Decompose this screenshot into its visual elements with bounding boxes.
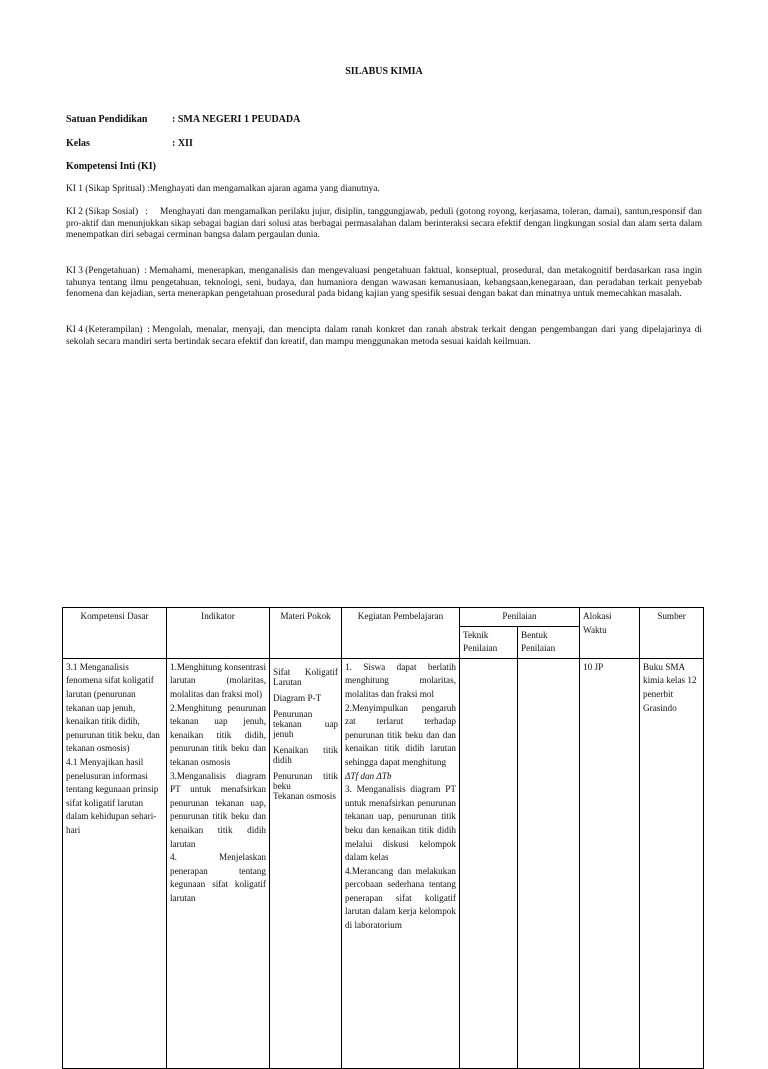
materi-item: Penurunan titik beku: [273, 770, 338, 791]
materi-item: Tekanan osmosis: [273, 790, 336, 801]
ki-1-label: KI 1 (Sikap Spritual) :: [66, 184, 150, 194]
cell-indikator: [167, 658, 270, 1068]
materi-item: Diagram P-T: [273, 692, 322, 703]
kegiatan-item: 3. Menganalisis diagram PT untuk menafsirkan penurunan tekanan uap, penurunan titik beku dan kenaikan titik didih melalui diskusi kelompok dalam kelas: [345, 784, 456, 863]
cell-kegiatan: [342, 658, 460, 1068]
header-bentuk-penilaian: Bentuk Penilaian: [518, 626, 580, 658]
school-row: [66, 114, 301, 125]
ki-heading: Kompetensi Inti (KI): [66, 161, 156, 172]
header-alokasi-waktu: Alokasi Waktu: [580, 608, 640, 659]
cell-teknik-penilaian: [460, 658, 518, 1068]
kegiatan-item: 1. Siswa dapat berlatih menghitung molaritas, molalitas dan fraksi mol: [345, 661, 456, 699]
header-kompetensi-dasar: Kompetensi Dasar: [63, 608, 167, 659]
materi-item: Sifat Koligatif Larutan: [273, 666, 338, 687]
ki-4: [66, 325, 702, 348]
materi-item: Penurunan tekanan uap jenuh: [273, 708, 338, 739]
ki-2-label: KI 2 (Sikap Sosial) :: [66, 207, 148, 217]
ki-1: [66, 184, 702, 196]
kegiatan-item: 2.Menyimpulkan pengaruh zat terlarut terhadap penurunan titik beku dan dan kenaikan titik didih larutan sehingga dapat menghitung: [345, 702, 456, 767]
header-teknik-penilaian: Teknik Penilaian: [460, 626, 518, 658]
cell-sumber: Buku SMA kimia kelas 12 penerbit Grasindo: [640, 658, 704, 1068]
table-row: [63, 658, 704, 1068]
ki-4-label: KI 4 (Keterampilan) :: [66, 325, 153, 335]
indikator-item: 4. Menjelaskan penerapan tentang kegunaan sifat koligatif larutan: [170, 852, 266, 903]
kegiatan-formula: ΔTf dan ΔTb: [345, 770, 392, 781]
indikator-item: 1.Menghitung konsentrasi larutan (molaritas, molalitas dan fraksi mol): [170, 661, 266, 699]
header-indikator: Indikator: [167, 608, 270, 659]
header-row: [63, 608, 704, 627]
materi-item: Kenaikan titik didih: [273, 744, 338, 765]
cell-materi-pokok: [270, 658, 342, 1068]
ki-2: [66, 207, 702, 242]
ki-2-text: Menghayati dan mengamalkan perilaku jujur, disiplin, tanggungjawab, peduli (gotong royong, kerjasama, toleran, damai), santun,responsif dan pro-aktif dan menunjukkan sikap sebagai bagian dari solusi atas berbagai permasalahan dalam berinteraksi secara efektif dengan lingkungan sosial dan alam serta dalam menempatkan diri sebagai cerminan bangsa dalam pergaulan dunia.: [66, 207, 702, 240]
cell-bentuk-penilaian: [518, 658, 580, 1068]
kd-item: 3.1 Menganalisis fenomena sifat koligatif larutan (penurunan tekanan uap jenuh, kenaikan titik didih, penurunan titik beku, dan tekanan osmosis): [66, 661, 160, 754]
ki-3-text: Memahami, menerapkan, menganalisis dan mengevaluasi pengetahuan faktual, konseptual, prosedural, dan metakognitif berdasarkan rasa ingin tahunya tentang ilmu pengetahuan, teknologi, seni, budaya, dan humaniora dengan wawasan kemanusiaan, kebangsaan,kenegaraan, dan peradaban terkait penyebab fenomena dan kejadian, serta menerapkan pengetahuan prosedural pada bidang kajian yang spesifik sesuai dengan bakat dan minatnya untuk memecahkan masalah.: [66, 266, 702, 299]
header-penilaian: Penilaian: [460, 608, 580, 627]
ki-1-text: Menghayati dan mengamalkan ajaran agama yang dianutnya.: [149, 184, 380, 194]
header-sumber: Sumber: [640, 608, 704, 659]
cell-alokasi-waktu: 10 JP: [580, 658, 640, 1068]
kegiatan-item: 4.Merancang dan melakukan percobaan sederhana tentang penerapan sifat koligatif larutan dalam kerja kelompok di laboratorium: [345, 865, 456, 931]
header-materi-pokok: Materi Pokok: [270, 608, 342, 659]
cell-kompetensi-dasar: [63, 658, 167, 1068]
kd-item: 4.1 Menyajikan hasil penelusuran informasi tentang kegunaan prinsip sifat koligatif larutan dalam kehidupan sehari-hari: [66, 756, 159, 835]
syllabus-table: [62, 607, 704, 1069]
class-row: [66, 138, 193, 149]
class-label: Kelas: [66, 138, 90, 149]
document-title: SILABUS KIMIA: [345, 66, 423, 77]
ki-4-text: Mengolah, menalar, menyaji, dan mencipta dalam ranah konkret dan ranah abstrak terkait dengan pengembangan dari yang dipelajarinya di sekolah secara mandiri serta bertindak secara efektif dan kreatif, dan mampu menggunakan metoda sesuai kaidah keilmuan.: [66, 325, 702, 347]
header-kegiatan: Kegiatan Pembelajaran: [342, 608, 460, 659]
ki-3: [66, 266, 702, 301]
school-value: : SMA NEGERI 1 PEUDADA: [172, 114, 301, 125]
ki-3-label: KI 3 (Pengetahuan) :: [66, 266, 150, 276]
indikator-item: 3.Menganalisis diagram PT untuk menafsirkan penurunan tekanan uap, penurunan titik beku dan kenaikan titik didih larutan: [170, 770, 266, 849]
class-value: : XII: [172, 138, 193, 149]
school-label: Satuan Pendidikan: [66, 114, 148, 125]
indikator-item: 2.Menghitung penurunan tekanan uap jenuh, kenaikan titik didih, penurunan titik beku dan tekanan osmosis: [170, 702, 266, 767]
